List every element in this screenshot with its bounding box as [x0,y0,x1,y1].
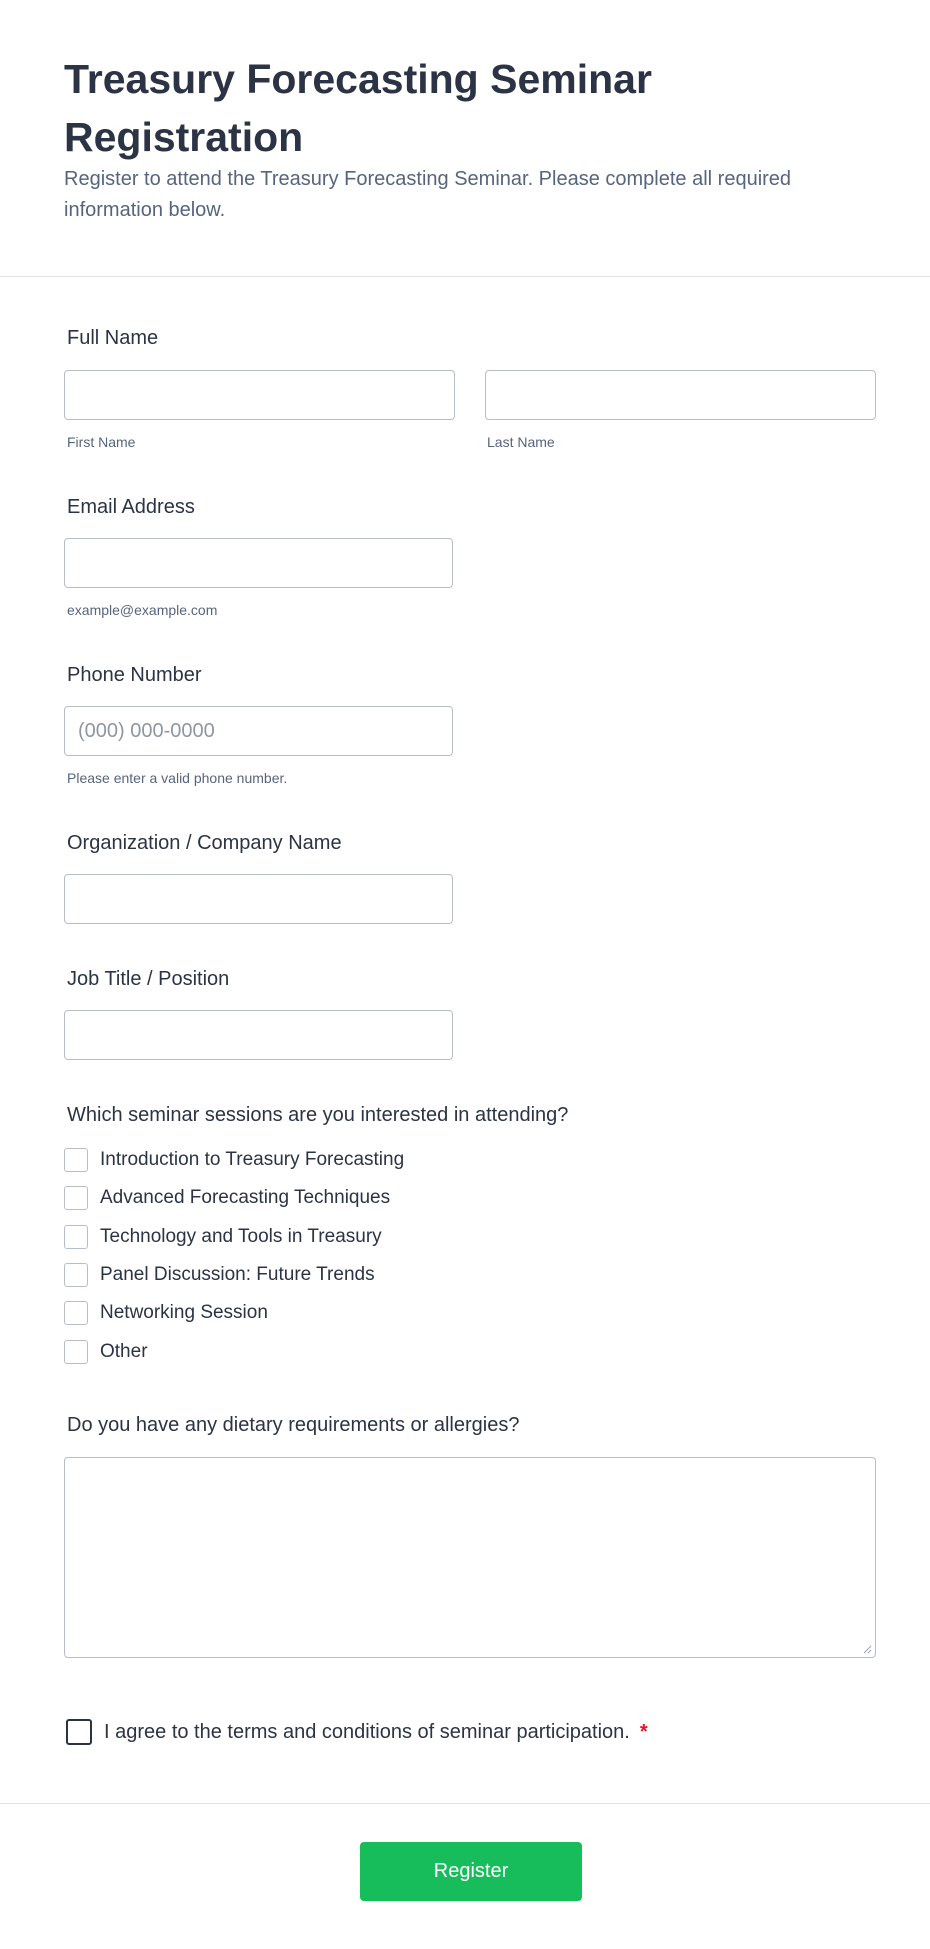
email-sublabel: example@example.com [67,602,218,618]
session-option-label: Introduction to Treasury Forecasting [100,1149,405,1170]
session-option[interactable] [64,1225,382,1249]
session-option[interactable] [64,1148,404,1172]
session-checkbox[interactable] [64,1340,88,1364]
terms-agreement[interactable] [66,1719,648,1745]
session-option-label: Technology and Tools in Treasury [100,1226,382,1247]
sessions-question: Which seminar sessions are you interested in attending? [67,1104,569,1126]
job-title-input[interactable] [64,1010,453,1060]
session-option[interactable] [64,1301,268,1325]
terms-checkbox[interactable] [66,1719,92,1745]
organization-label: Organization / Company Name [67,832,342,854]
session-checkbox[interactable] [64,1225,88,1249]
session-checkbox[interactable] [64,1263,88,1287]
phone-input[interactable] [64,706,453,756]
form-subtitle: Register to attend the Treasury Forecasting Seminar. Please complete all required information below. [64,168,792,221]
session-checkbox[interactable] [64,1148,88,1172]
session-option-label: Other [100,1341,148,1362]
full-name-label: Full Name [67,327,159,349]
email-label: Email Address [67,496,195,518]
first-name-input[interactable] [64,370,455,420]
job-title-label: Job Title / Position [67,968,230,990]
session-checkbox[interactable] [64,1186,88,1210]
form-header [0,0,930,277]
session-option-label: Advanced Forecasting Techniques [100,1187,391,1208]
email-input[interactable] [64,538,453,588]
phone-label: Phone Number [67,664,202,686]
session-option-label: Panel Discussion: Future Trends [100,1264,375,1285]
organization-input[interactable] [64,874,453,924]
session-option[interactable] [64,1340,148,1364]
session-option[interactable] [64,1263,375,1287]
register-button[interactable]: Register [360,1842,582,1901]
session-option[interactable] [64,1186,390,1210]
session-checkbox[interactable] [64,1301,88,1325]
terms-label: I agree to the terms and conditions of seminar participation. [104,1720,630,1743]
dietary-textarea[interactable] [64,1457,876,1658]
dietary-question: Do you have any dietary requirements or allergies? [67,1414,520,1436]
last-name-sublabel: Last Name [487,434,555,450]
phone-sublabel: Please enter a valid phone number. [67,770,288,786]
resize-handle-icon[interactable] [862,1644,872,1654]
first-name-sublabel: First Name [67,434,136,450]
form-title: Treasury Forecasting Seminar Registration [64,56,652,160]
required-indicator: * [639,1720,648,1743]
session-option-label: Networking Session [100,1302,268,1323]
last-name-input[interactable] [485,370,876,420]
